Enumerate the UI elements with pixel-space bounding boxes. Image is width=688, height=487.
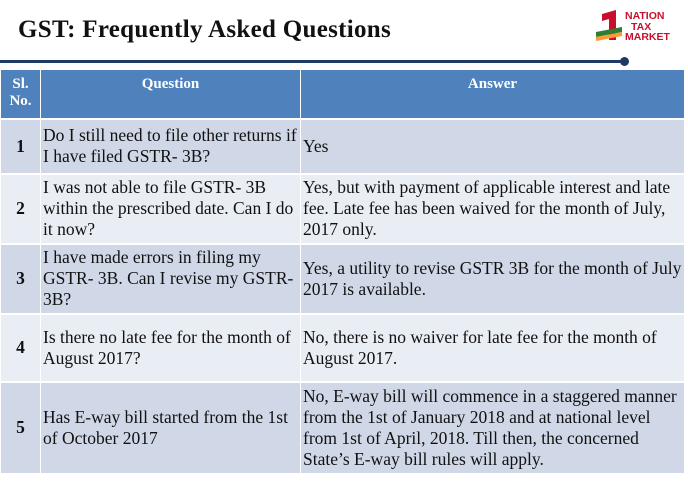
- column-header-serial-no-line2: No.: [9, 93, 32, 109]
- brand-logo: [596, 10, 684, 44]
- question-cell: Do I still need to file other returns if I have filed GSTR- 3B?: [41, 119, 301, 174]
- table-row: [1, 382, 685, 474]
- row-number: 4: [1, 314, 41, 382]
- answer-cell: Yes: [301, 119, 685, 174]
- question-cell: I have made errors in filing my GSTR- 3B. Can I revise my GSTR- 3B?: [41, 244, 301, 314]
- table-row: [1, 174, 685, 244]
- table-row: [1, 119, 685, 174]
- row-number: 5: [1, 382, 41, 474]
- question-cell: I was not able to file GSTR- 3B within the prescribed date. Can I do it now?: [41, 174, 301, 244]
- column-header-serial-no-line1: Sl.: [12, 76, 29, 92]
- column-header-answer: Answer: [301, 70, 685, 119]
- table-row: [1, 244, 685, 314]
- row-number: 1: [1, 119, 41, 174]
- row-number: 2: [1, 174, 41, 244]
- logo-line-2: TAX: [631, 20, 652, 33]
- table-row: [1, 314, 685, 382]
- page-title: GST: Frequently Asked Questions: [18, 16, 392, 43]
- logo-line-1: NATION: [625, 10, 665, 22]
- column-header-question: Question: [41, 70, 301, 119]
- nation-tax-market-logo-icon: [596, 10, 626, 44]
- table-header-row: [1, 70, 685, 119]
- column-header-serial-no: [1, 70, 41, 119]
- row-number: 3: [1, 244, 41, 314]
- question-cell: Is there no late fee for the month of August 2017?: [41, 314, 301, 382]
- title-divider: [0, 60, 626, 63]
- answer-cell: No, there is no waiver for late fee for the month of August 2017.: [301, 314, 685, 382]
- answer-cell: Yes, but with payment of applicable interest and late fee. Late fee has been waived for the month of July, 2017 only.: [301, 174, 685, 244]
- answer-cell: No, E-way bill will commence in a staggered manner from the 1st of January 2018 and at national level from 1st of April, 2018. Till then, the concerned State’s E-way bill rules will apply.: [301, 382, 685, 474]
- logo-line-3: MARKET: [625, 31, 670, 43]
- answer-cell: Yes, a utility to revise GSTR 3B for the month of July 2017 is available.: [301, 244, 685, 314]
- question-cell: Has E-way bill started from the 1st of October 2017: [41, 382, 301, 474]
- logo-wordmark: [625, 11, 670, 43]
- faq-table: [0, 69, 685, 475]
- title-divider-dot: [620, 57, 629, 66]
